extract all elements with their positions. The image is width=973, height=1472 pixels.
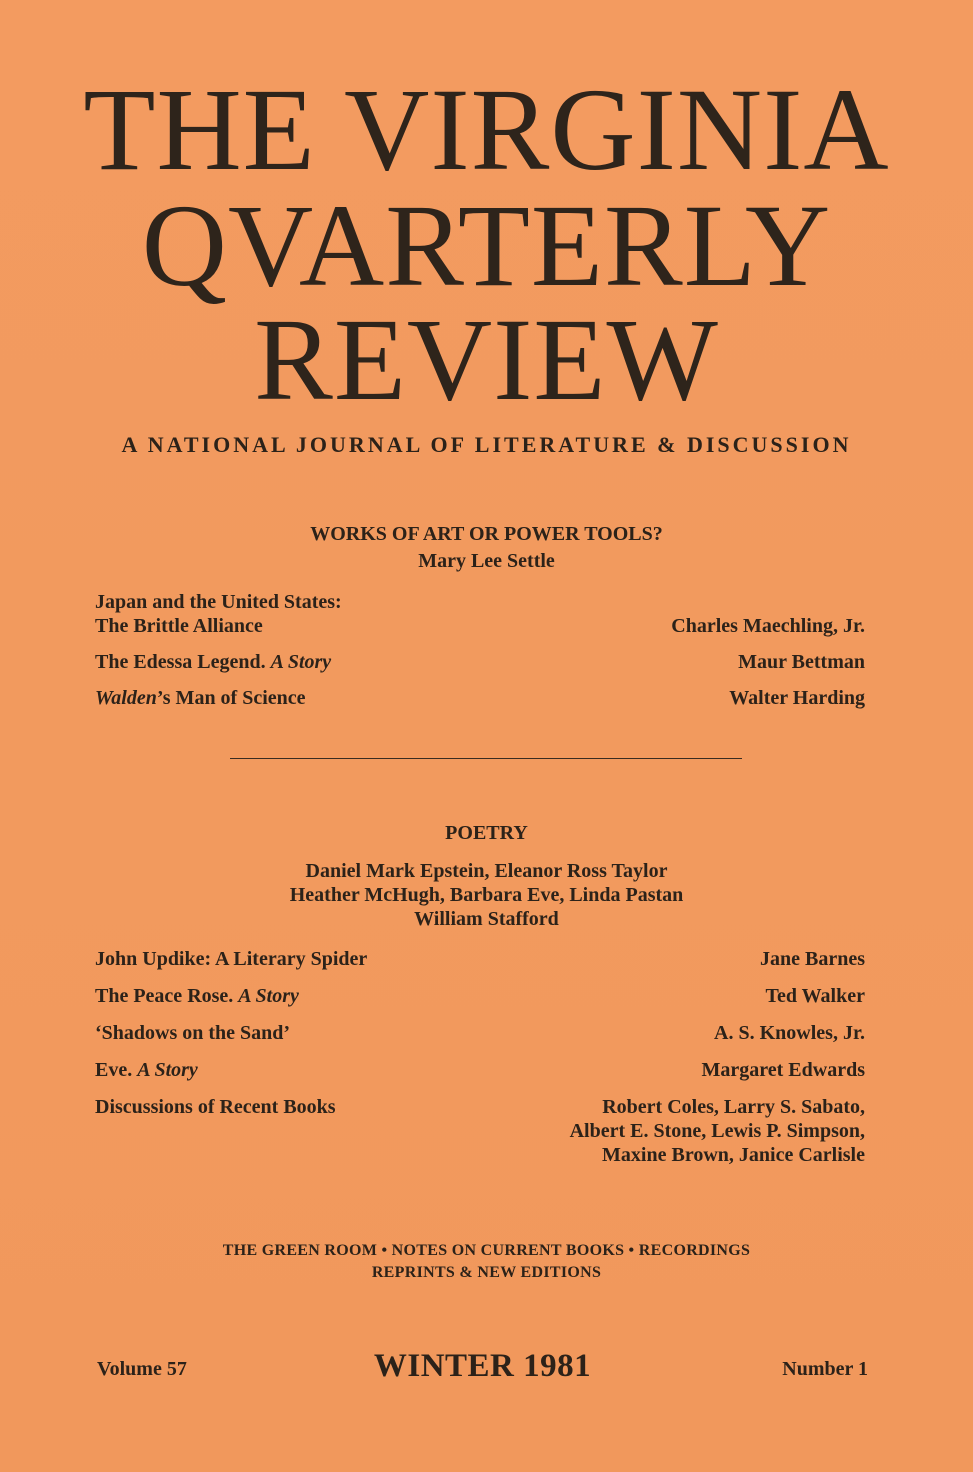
divider-rule bbox=[230, 758, 742, 759]
journal-subtitle: A NATIONAL JOURNAL OF LITERATURE & DISCUSSION bbox=[121, 432, 852, 457]
article-author: Maxine Brown, Janice Carlisle bbox=[602, 1144, 865, 1166]
article-author: Walter Harding bbox=[729, 687, 865, 709]
article-author: Robert Coles, Larry S. Sabato, bbox=[602, 1096, 865, 1118]
article-author: Ted Walker bbox=[765, 985, 865, 1007]
article-author: Albert E. Stone, Lewis P. Simpson, bbox=[569, 1120, 865, 1142]
article-title: Japan and the United States: bbox=[95, 591, 342, 613]
departments-line: REPRINTS & NEW EDITIONS bbox=[371, 1264, 602, 1281]
article-author: Charles Maechling, Jr. bbox=[671, 615, 865, 637]
article-title: Eve. A Story bbox=[95, 1059, 198, 1081]
article-row bbox=[95, 1095, 865, 1171]
masthead-line-1: THE VIRGINIA bbox=[83, 64, 890, 195]
article-title: Discussions of Recent Books bbox=[95, 1096, 336, 1118]
article-title: The Brittle Alliance bbox=[95, 615, 263, 637]
poetry-authors: William Stafford bbox=[414, 908, 559, 930]
article-author: A. S. Knowles, Jr. bbox=[714, 1022, 865, 1044]
feature-title: WORKS OF ART OR POWER TOOLS? bbox=[310, 523, 663, 545]
article-author: Jane Barnes bbox=[760, 948, 865, 970]
poetry-authors: Heather McHugh, Barbara Eve, Linda Pastan bbox=[289, 884, 684, 906]
masthead-line-2: QVARTERLY bbox=[141, 180, 832, 311]
poetry-heading: POETRY bbox=[445, 822, 528, 844]
poetry-authors: Daniel Mark Epstein, Eleanor Ross Taylor bbox=[305, 860, 668, 882]
departments-line: THE GREEN ROOM • NOTES ON CURRENT BOOKS • RECORDINGS bbox=[222, 1242, 751, 1259]
masthead-line-3: REVIEW bbox=[254, 294, 719, 425]
article-title: The Peace Rose. A Story bbox=[95, 985, 299, 1007]
article-author: Margaret Edwards bbox=[701, 1059, 865, 1081]
volume-label: Volume 57 bbox=[97, 1358, 187, 1380]
feature-author: Mary Lee Settle bbox=[418, 550, 555, 572]
article-title: Walden’s Man of Science bbox=[95, 687, 306, 709]
issue-label: WINTER 1981 bbox=[373, 1348, 592, 1384]
number-label: Number 1 bbox=[782, 1358, 868, 1380]
article-author: Maur Bettman bbox=[738, 651, 865, 673]
article-title: John Updike: A Literary Spider bbox=[95, 948, 368, 970]
article-title: The Edessa Legend. A Story bbox=[95, 651, 332, 673]
article-row bbox=[95, 590, 865, 640]
article-title: ‘Shadows on the Sand’ bbox=[95, 1022, 291, 1044]
cover-footer bbox=[97, 1348, 868, 1388]
